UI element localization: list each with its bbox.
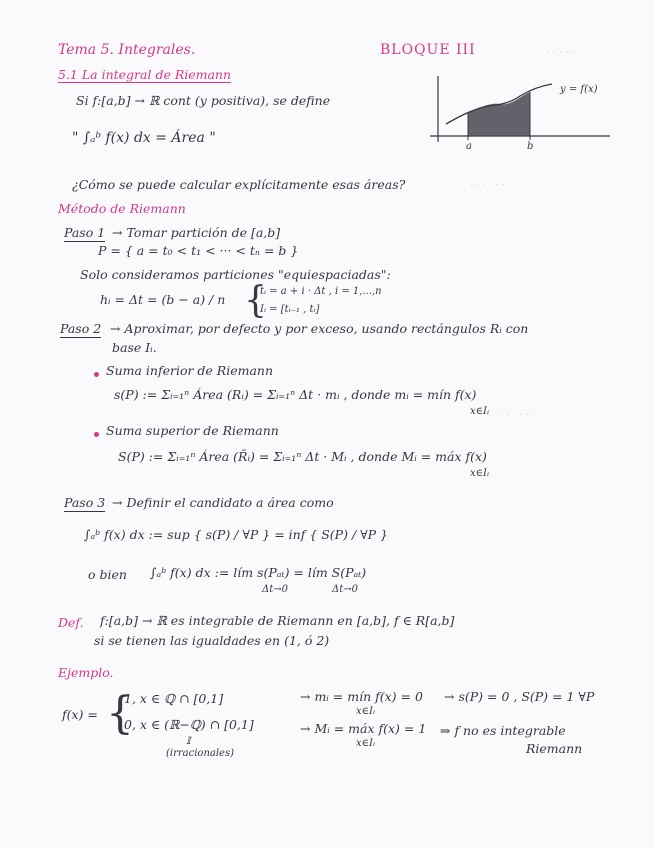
lower-sum-title: Suma inferior de Riemann — [106, 363, 273, 378]
upper-sum-title: Suma superior de Riemann — [106, 423, 279, 438]
paso1-Ii: Iᵢ = [tᵢ₋₁ , tᵢ] — [260, 304, 320, 315]
example-m-result: → s(P) = 0 , S(P) = 1 ∀P — [444, 689, 595, 704]
method-title: Método de Riemann — [58, 201, 186, 216]
paso1-dt: hᵢ = Δt = (b − a) / n — [100, 292, 226, 307]
show-through-text: · · · · · · — [540, 48, 575, 59]
show-through-text: · · · · · · — [500, 410, 535, 421]
irrational-label: (irracionales) — [166, 748, 234, 759]
integral-area: " ∫ₐᵇ f(x) dx = Área " — [72, 130, 216, 146]
question-line: ¿Cómo se puede calcular explícitamente esas áreas? — [72, 177, 406, 192]
header-block: BLOQUE III — [380, 42, 476, 58]
paso1-partition: P = { a = t₀ < t₁ < ··· < tₙ = b } — [98, 243, 299, 258]
paso3-formula-limit: ∫ₐᵇ f(x) dx := lím s(Pₐₜ) = lím S(Pₐₜ) — [150, 565, 367, 580]
lower-sum-subscript: x∈Iᵢ — [470, 406, 490, 417]
example-case1: 1, x ∈ ℚ ∩ [0,1] — [124, 691, 224, 706]
example-label: Ejemplo. — [58, 665, 114, 680]
brace-symbol: { — [106, 688, 134, 739]
section-title: 5.1 La integral de Riemann — [58, 67, 232, 82]
paso2-label: Paso 2 — [60, 322, 101, 338]
example-case2: 0, x ∈ (ℝ−ℚ) ∩ [0,1] — [124, 717, 254, 732]
header-topic: Tema 5. Integrales. — [58, 42, 196, 58]
graph-b-label: b — [527, 141, 534, 152]
bullet-icon — [94, 372, 99, 377]
paso3-formula-sup-inf: ∫ₐᵇ f(x) dx := sup { s(P) / ∀P } = inf { S(P) / ∀P } — [84, 527, 389, 542]
example-conclusion2: Riemann — [526, 741, 583, 756]
irrational-symbol: 𝕀 — [186, 736, 191, 747]
curve-label: y = f(x) — [560, 84, 598, 95]
paso3-or: o bien — [88, 567, 127, 582]
definition-label: Def. — [58, 615, 84, 630]
paso1-ti: tᵢ = a + i · Δt , i = 1,...,n — [260, 286, 382, 297]
paso3-text: → Definir el candidato a área como — [112, 495, 334, 510]
definition-text2: si se tienen las igualdades en (1, ó 2) — [94, 633, 330, 648]
example-m-subscript: x∈Iᵢ — [356, 706, 376, 717]
paso2-text: → Aproximar, por defecto y por exceso, usando rectángulos Rᵢ con — [110, 321, 529, 336]
example-M-line: → Mᵢ = máx f(x) = 1 — [300, 721, 427, 736]
brace-symbol: { — [244, 280, 267, 321]
example-m-line: → mᵢ = mín f(x) = 0 — [300, 689, 423, 704]
intro-line: Si f:[a,b] → ℝ cont (y positiva), se define — [76, 93, 331, 108]
definition-text: f:[a,b] → ℝ es integrable de Riemann en [a,b], f ∈ R[a,b] — [100, 613, 455, 628]
bullet-icon — [94, 432, 99, 437]
paso3-label: Paso 3 — [64, 496, 105, 512]
paso1-note: Solo consideramos particiones "equiespaciadas": — [80, 267, 391, 282]
graph-a-label: a — [466, 141, 472, 152]
paso2-text2: base Iᵢ. — [112, 340, 157, 355]
paso1-text: → Tomar partición de [a,b] — [112, 225, 281, 240]
paso1-label: Paso 1 — [64, 226, 105, 242]
example-conclusion: ⇒ f no es integrable — [440, 723, 566, 738]
limit-subscript: Δt→0 — [262, 584, 288, 595]
upper-sum-subscript: x∈Iᵢ — [470, 468, 490, 479]
upper-sum-formula: S(P) := Σᵢ₌₁ⁿ Área (R̄ᵢ) = Σᵢ₌₁ⁿ Δt · Mᵢ , donde Mᵢ = máx f(x) — [118, 449, 487, 464]
example-M-subscript: x∈Iᵢ — [356, 738, 376, 749]
show-through-text: · · · · · · · · — [470, 180, 518, 191]
limit-subscript: Δt→0 — [332, 584, 358, 595]
lower-sum-formula: s(P) := Σᵢ₌₁ⁿ Área (Rᵢ) = Σᵢ₌₁ⁿ Δt · mᵢ , donde mᵢ = mín f(x) — [114, 387, 477, 402]
example-fx: f(x) = — [62, 707, 98, 722]
